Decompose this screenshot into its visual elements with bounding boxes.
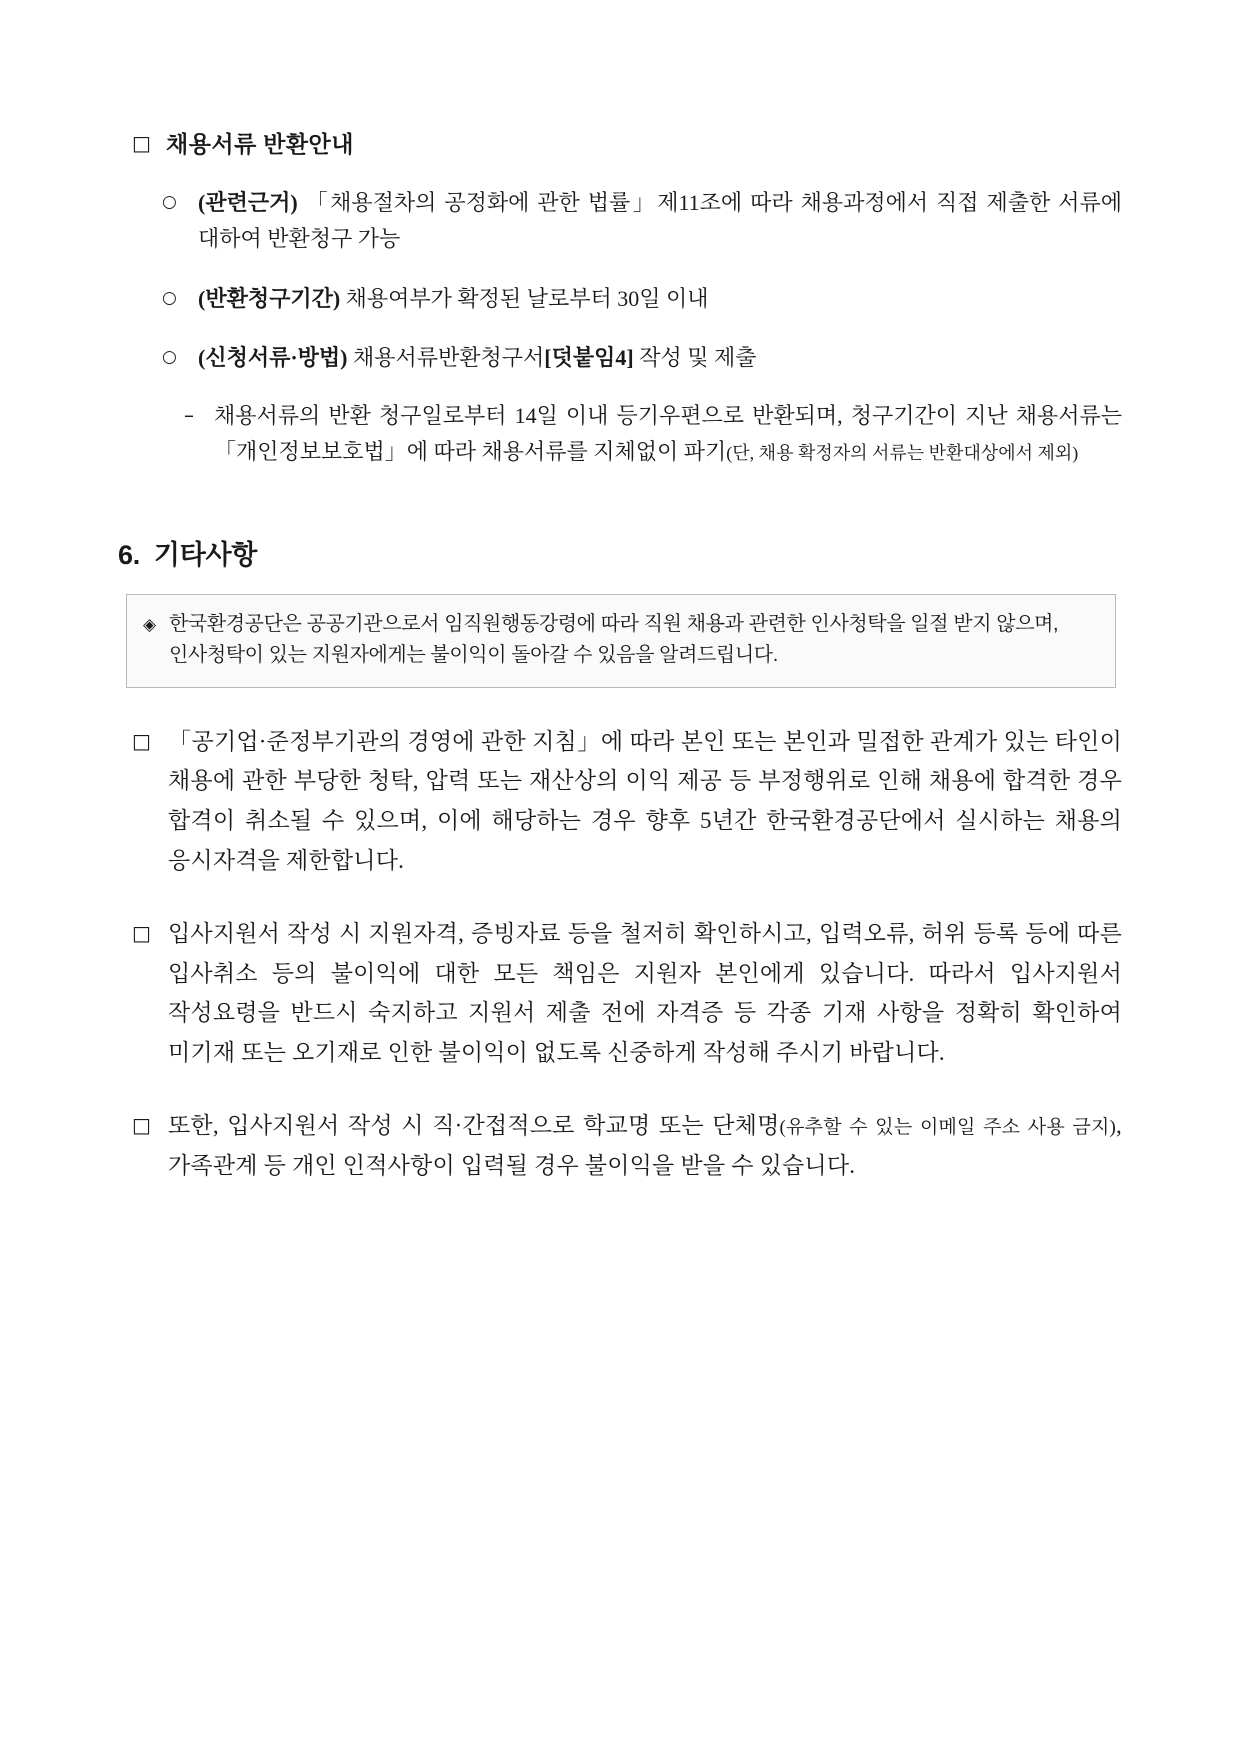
paragraph-item xyxy=(132,1106,1122,1185)
attachment-reference: [덧붙임4] xyxy=(544,345,634,371)
list-item-text: 「채용절차의 공정화에 관한 법률」제11조에 따라 채용과정에서 직접 제출한 서류에 대하여 반환청구 가능 xyxy=(198,190,1122,251)
sub-list-item xyxy=(184,398,1122,471)
section-number: 6. xyxy=(118,539,140,570)
paragraph-text-part2: , 가족관계 등 개인 인적사항이 입력될 경우 불이익을 받을 수 있습니다. xyxy=(168,1113,1122,1178)
list-item-label: (반환청구기간) xyxy=(198,285,341,311)
circle-bullet-icon: ○ xyxy=(162,192,177,213)
section-title-label: 기타사항 xyxy=(153,539,258,570)
circle-bullet-icon: ○ xyxy=(162,347,177,368)
paragraph-text: 「공기업·준정부기관의 경영에 관한 지침」에 따라 본인 또는 본인과 밀접한 관계가 있는 타인이 채용에 관한 부당한 청탁, 압력 또는 재산상의 이익 제공 등 부정행위로 인해 채용에 합격한 경우 합격이 취소될 수 있으며, 이에 해당하는 경우 향후 5년간 한국환경공단에서 실시하는 채용의 응시자격을 제한합니다. xyxy=(168,728,1122,873)
list-item-label: (관련근거) xyxy=(198,190,298,216)
paragraph-text-note: (유추할 수 있는 이메일 주소 사용 금지) xyxy=(779,1117,1117,1139)
paragraph-item xyxy=(132,722,1122,880)
sub-list-item-text: 채용서류의 반환 청구일로부터 14일 이내 등기우편으로 반환되며, 청구기간이 지난 채용서류는「개인정보보호법」에 따라 채용서류를 지체없이 파기 xyxy=(214,402,1122,465)
square-bullet-icon: □ xyxy=(132,131,151,155)
section-title xyxy=(118,533,1122,572)
notice-callout-box xyxy=(126,594,1116,688)
dash-bullet-icon: – xyxy=(184,402,194,427)
list-item xyxy=(162,340,1122,376)
paragraph-item xyxy=(132,914,1122,1072)
notice-callout-text: 한국환경공단은 공공기관으로서 임직원행동강령에 따라 직원 채용과 관련한 인사청탁을 일절 받지 않으며, 인사청탁이 있는 지원자에게는 불이익이 돌아갈 수 있음을 알려드립니다. xyxy=(169,612,1059,666)
square-bullet-icon: □ xyxy=(132,1113,151,1138)
list-item-text: 채용서류반환청구서 xyxy=(353,345,545,371)
diamond-bullet-icon: ◈ xyxy=(143,614,157,635)
list-item xyxy=(162,185,1122,256)
square-bullet-icon: □ xyxy=(132,921,151,946)
circle-bullet-icon: ○ xyxy=(162,287,177,308)
paragraph-text: 입사지원서 작성 시 지원자격, 증빙자료 등을 철저히 확인하시고, 입력오류, 허위 등록 등에 따른 입사취소 등의 불이익에 대한 모든 책임은 지원자 본인에게 있습니다. 따라서 입사지원서 작성요령을 반드시 숙지하고 지원서 제출 전에 자격증 등 각종 기재 사항을 정확히 확인하여 미기재 또는 오기재로 인한 불이익이 없도록 신중하게 작성해 주시기 바랍니다. xyxy=(168,921,1122,1065)
square-bullet-icon: □ xyxy=(132,728,151,753)
return-notice-heading-label: 채용서류 반환안내 xyxy=(166,132,354,157)
list-item-text-after: 작성 및 제출 xyxy=(639,345,757,371)
return-notice-heading xyxy=(132,128,1122,161)
list-item-label: (신청서류·방법) xyxy=(198,345,348,371)
list-item-text: 채용여부가 확정된 날로부터 30일 이내 xyxy=(345,285,709,311)
sub-list-item-note: (단, 채용 확정자의 서류는 반환대상에서 제외) xyxy=(726,443,1079,464)
paragraph-text-part1: 또한, 입사지원서 작성 시 직·간접적으로 학교명 또는 단체명 xyxy=(168,1113,780,1139)
list-item xyxy=(162,281,1122,317)
